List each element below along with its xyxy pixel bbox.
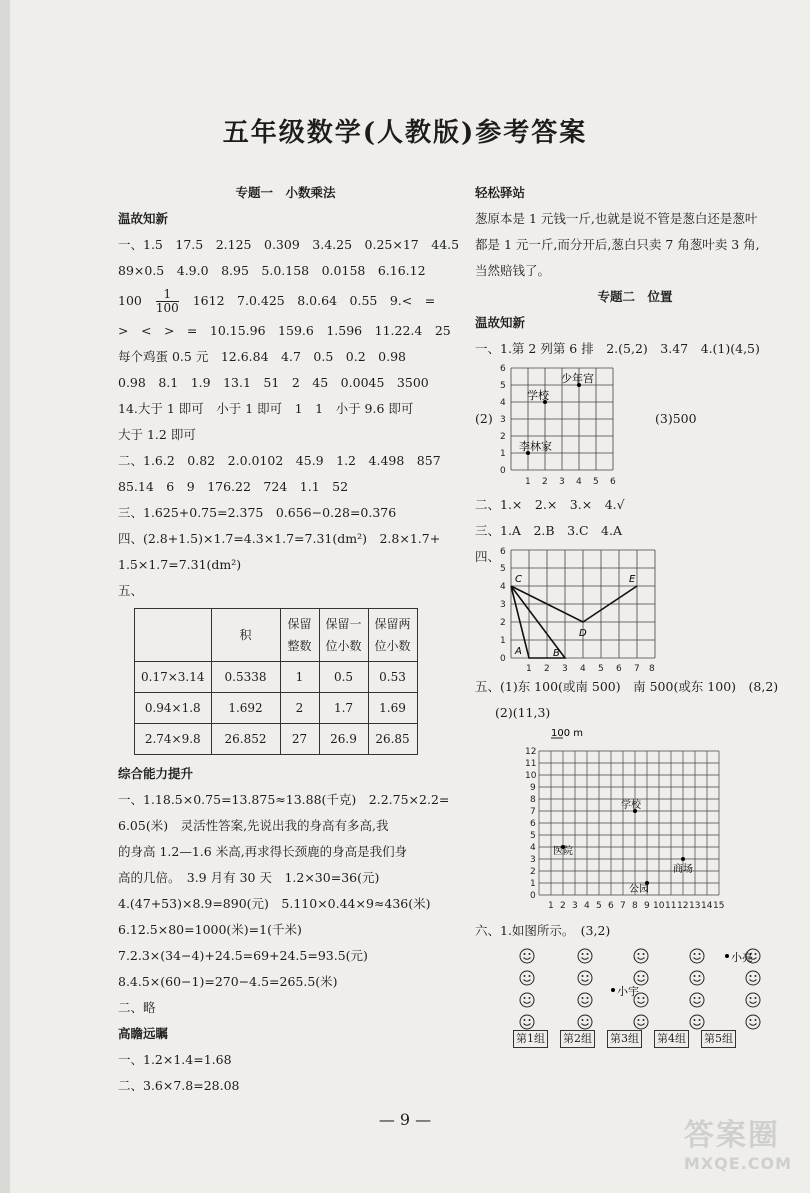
answer-line: 高的几倍。 3.9 月有 30 天 1.2×30=36(元) [118, 870, 380, 885]
table-cell: 26.9 [319, 724, 368, 755]
x-tick-label: 9 [644, 901, 650, 911]
smiley-icon [746, 993, 760, 1007]
answer-line: 二、3.6×7.8=28.08 [118, 1078, 240, 1093]
svg-text:3: 3 [559, 477, 565, 487]
answer-line: 五、(1)东 100(或南 500) 南 500(或东 100) (8,2) [475, 679, 779, 694]
watermark-url: MXQE.COM [683, 1154, 792, 1173]
y-tick-label: 10 [525, 771, 537, 781]
grid-lines [511, 550, 655, 658]
smiley-icon [690, 993, 704, 1007]
mall-label: 商场 [673, 864, 693, 875]
table-cell: 2.74×9.8 [135, 724, 212, 755]
smiley-icon [520, 1015, 534, 1029]
smiley-icon [690, 949, 704, 963]
answer-line: 一、1.18.5×0.75=13.875≈13.88(千克) 2.2.75×2.2= [118, 792, 450, 807]
svg-text:5: 5 [593, 477, 599, 487]
answer-line: 都是 1 元一斤,而分开后,葱白只卖 7 角葱叶卖 3 角, [475, 237, 760, 252]
smiley-icon [520, 993, 534, 1007]
answer-line: 葱原本是 1 元钱一斤,也就是说不管是葱白还是葱叶 [475, 211, 758, 226]
table-cell: 26.852 [211, 724, 280, 755]
x-tick-label: 5 [596, 901, 602, 911]
fraction-numerator: 1 [156, 288, 179, 302]
mall-point [681, 857, 685, 861]
position-grid-1 [497, 362, 632, 492]
svg-text:5: 5 [598, 664, 604, 674]
group-label: 第2组 [560, 1030, 595, 1048]
review-heading: 温故知新 [118, 211, 169, 226]
answer-line: 一、1.2×1.4=1.68 [118, 1052, 232, 1067]
ability-heading: 综合能力提升 [118, 766, 194, 781]
point-D-label: D [579, 628, 587, 639]
y-tick-label: 3 [530, 855, 536, 865]
right-column [475, 180, 795, 1048]
answer-line: (2)(11,3) [495, 705, 551, 720]
table-cell: 27 [280, 724, 319, 755]
answer-text: 1612 7.0.425 8.0.64 0.55 9.< = [192, 293, 436, 308]
y-tick-label: 1 [530, 879, 536, 889]
answer-line: 7.2.3×(34−4)+24.5=69+24.5=93.5(元) [118, 948, 368, 963]
table-header-cell: 保留整数 [280, 609, 319, 662]
y-tick-label: 5 [530, 831, 536, 841]
point-labels [514, 574, 636, 659]
svg-text:0: 0 [500, 466, 506, 476]
y-tick-label: 6 [530, 819, 536, 829]
scale-label: 100 m [551, 728, 584, 739]
student-faces [520, 949, 760, 1029]
svg-text:2: 2 [500, 432, 506, 442]
answer-text: (3)500 [655, 411, 697, 426]
relax-heading: 轻松驿站 [475, 185, 526, 200]
smiley-icon [578, 993, 592, 1007]
grid1-row [475, 362, 795, 492]
smiley-icon [520, 949, 534, 963]
point-E-label: E [629, 574, 636, 585]
home-label: 李林家 [519, 440, 552, 453]
smiley-icon [690, 971, 704, 985]
group-label: 第3组 [607, 1030, 642, 1048]
table-header-cell: 积 [211, 609, 280, 662]
xiaoyu-point [611, 988, 615, 992]
y-tick-label: 7 [530, 807, 536, 817]
table-header-cell [135, 609, 212, 662]
point-C-label: C [515, 574, 522, 585]
svg-text:6: 6 [500, 364, 506, 374]
xiaoliang-label: 小亮 [731, 951, 753, 964]
x-tick-label: 15 [713, 901, 725, 911]
palace-label: 少年宫 [561, 372, 594, 385]
smiley-icon [634, 1015, 648, 1029]
review-heading: 温故知新 [475, 315, 526, 330]
x-tick-label: 6 [608, 901, 614, 911]
y-tick-label: 11 [525, 759, 537, 769]
smiley-icon [520, 971, 534, 985]
map-grid-3 [525, 726, 765, 918]
x-tick-label: 4 [584, 901, 590, 911]
answer-line: 85.14 6 9 176.22 724 1.1 52 [118, 479, 349, 494]
y-tick-label: 12 [525, 747, 537, 757]
table-cell: 1 [280, 662, 319, 693]
answer-line: > < > = 10.15.96 159.6 1.596 11.22.4 25 [118, 323, 451, 338]
svg-text:4: 4 [576, 477, 582, 487]
answer-line: 四、(2.8+1.5)×1.7=4.3×1.7=7.31(dm²) 2.8×1.7+ [118, 531, 441, 546]
watermark-logo [684, 1110, 792, 1173]
svg-text:6: 6 [616, 664, 622, 674]
svg-text:1: 1 [526, 664, 532, 674]
svg-text:2: 2 [500, 618, 506, 628]
smiley-icon [634, 949, 648, 963]
seating-chart [513, 944, 763, 1030]
answer-line: 的身高 1.2—1.6 米高,再求得长颈鹿的身高是我们身 [118, 844, 408, 859]
grid2-row [475, 544, 795, 674]
position-grid-2 [497, 546, 657, 674]
table-cell: 2 [280, 693, 319, 724]
axis-ticks [525, 747, 724, 911]
point-B-label: B [553, 648, 560, 659]
svg-text:2: 2 [542, 477, 548, 487]
svg-text:6: 6 [610, 477, 616, 487]
smiley-icon [578, 1015, 592, 1029]
table-cell: 0.94×1.8 [135, 693, 212, 724]
axis-ticks [500, 547, 655, 674]
left-column [118, 180, 460, 1099]
y-tick-label: 8 [530, 795, 536, 805]
answer-text: (2) [475, 411, 493, 426]
table-row [135, 662, 418, 693]
page-title: 五年级数学(人教版)参考答案 [222, 118, 588, 148]
svg-text:4: 4 [500, 398, 506, 408]
svg-text:3: 3 [562, 664, 568, 674]
table-cell: 1.69 [368, 693, 417, 724]
y-tick-label: 0 [530, 891, 536, 901]
x-tick-label: 2 [560, 901, 566, 911]
answer-line: 三、1.A 2.B 3.C 4.A [475, 523, 623, 538]
svg-text:5: 5 [500, 564, 506, 574]
svg-text:1: 1 [500, 449, 506, 459]
svg-text:0: 0 [500, 654, 506, 664]
x-tick-label: 10 [653, 901, 665, 911]
table-cell: 1.692 [211, 693, 280, 724]
y-tick-label: 9 [530, 783, 536, 793]
topic2-heading: 专题二 位置 [597, 289, 673, 304]
group-label: 第1组 [513, 1030, 548, 1048]
x-tick-label: 3 [572, 901, 578, 911]
y-tick-label: 4 [530, 843, 536, 853]
svg-text:3: 3 [500, 415, 506, 425]
school-label: 学校 [527, 389, 549, 402]
answer-line: 1.5×1.7=7.31(dm²) [118, 557, 242, 572]
x-tick-label: 14 [701, 901, 713, 911]
watermark-text: 答案圈 [683, 1118, 780, 1153]
svg-text:2: 2 [544, 664, 550, 674]
svg-text:1: 1 [500, 636, 506, 646]
x-tick-label: 11 [665, 901, 677, 911]
table-cell: 0.5 [319, 662, 368, 693]
answer-line: 一、1.5 17.5 2.125 0.309 3.4.25 0.25×17 44.5 [118, 237, 460, 252]
smiley-icon [634, 971, 648, 985]
hospital-label: 医院 [553, 846, 573, 857]
fraction-denominator: 100 [155, 301, 179, 315]
answer-line: 二、略 [118, 1000, 156, 1015]
x-tick-label: 13 [689, 901, 701, 911]
table-row [135, 693, 418, 724]
svg-text:8: 8 [649, 664, 655, 674]
smiley-icon [578, 949, 592, 963]
page-spine [0, 0, 10, 1193]
answer-line: 六、1.如图所示。 (3,2) [475, 923, 611, 938]
far-heading: 高瞻远瞩 [118, 1026, 169, 1041]
table-cell: 1.7 [319, 693, 368, 724]
answer-line: 五、 [118, 583, 144, 598]
answer-line: 每个鸡蛋 0.5 元 12.6.84 4.7 0.5 0.2 0.98 [118, 349, 407, 364]
answer-text: 四、 [475, 549, 501, 564]
svg-text:3: 3 [500, 600, 506, 610]
answer-line: 二、1.6.2 0.82 2.0.0102 45.9 1.2 4.498 857 [118, 453, 441, 468]
answer-line: 0.98 8.1 1.9 13.1 51 2 45 0.0045 3500 [118, 375, 429, 390]
x-tick-label: 1 [548, 901, 554, 911]
table-cell: 0.5338 [211, 662, 280, 693]
answer-line: 89×0.5 4.9.0 8.95 5.0.158 0.0158 6.16.12 [118, 263, 426, 278]
table-header-cell: 保留两位小数 [368, 609, 417, 662]
table-cell: 0.53 [368, 662, 417, 693]
x-tick-label: 7 [620, 901, 626, 911]
answer-line: 4.(47+53)×8.9=890(元) 5.110×0.44×9≈436(米) [118, 896, 431, 911]
svg-text:1: 1 [525, 477, 531, 487]
answer-line: 当然赔钱了。 [475, 263, 551, 278]
table-cell: 26.85 [368, 724, 417, 755]
park-label: 公园 [629, 884, 649, 895]
seat-group-labels [513, 1030, 795, 1048]
x-tick-label: 12 [677, 901, 689, 911]
group-label: 第5组 [701, 1030, 736, 1048]
smiley-icon [746, 971, 760, 985]
answer-line: 6.12.5×80=1000(米)=1(千米) [118, 922, 302, 937]
smiley-icon [690, 1015, 704, 1029]
answer-text: 100 [118, 293, 142, 308]
svg-text:5: 5 [500, 381, 506, 391]
answer-line: 二、1.× 2.× 3.× 4.√ [475, 497, 625, 512]
topic1-heading: 专题一 小数乘法 [235, 185, 336, 200]
table-header-row [135, 609, 418, 662]
x-tick-label: 8 [632, 901, 638, 911]
answer-line: 大于 1.2 即可 [118, 427, 196, 442]
answer-line: 一、1.第 2 列第 6 排 2.(5,2) 3.47 4.(1)(4,5) [475, 341, 760, 356]
group-label: 第4组 [654, 1030, 689, 1048]
y-tick-label: 2 [530, 867, 536, 877]
table-header-cell: 保留一位小数 [319, 609, 368, 662]
axis-ticks [500, 364, 616, 487]
svg-text:4: 4 [580, 664, 586, 674]
answer-line: 8.4.5×(60−1)=270−4.5=265.5(米) [118, 974, 338, 989]
xiaoliang-point [725, 954, 729, 958]
xiaoyu-label: 小宇 [617, 985, 639, 998]
smiley-icon [578, 971, 592, 985]
table-row [135, 724, 418, 755]
smiley-icon [746, 1015, 760, 1029]
svg-text:4: 4 [500, 582, 506, 592]
school-label: 学校 [621, 800, 641, 811]
point-A-label: A [515, 646, 522, 657]
fraction [156, 288, 179, 315]
svg-text:7: 7 [634, 664, 640, 674]
answer-line: 6.05(米) 灵活性答案,先说出我的身高有多高,我 [118, 818, 389, 833]
table-cell: 0.17×3.14 [135, 662, 212, 693]
page-number: — 9 — [378, 1110, 432, 1129]
rounding-table [134, 608, 418, 755]
answer-line-fraction [118, 284, 453, 318]
answer-line: 14.大于 1 即可 小于 1 即可 1 1 小于 9.6 即可 [118, 401, 414, 416]
svg-text:6: 6 [500, 547, 506, 557]
answer-line: 三、1.625+0.75=2.375 0.656−0.28=0.376 [118, 505, 397, 520]
